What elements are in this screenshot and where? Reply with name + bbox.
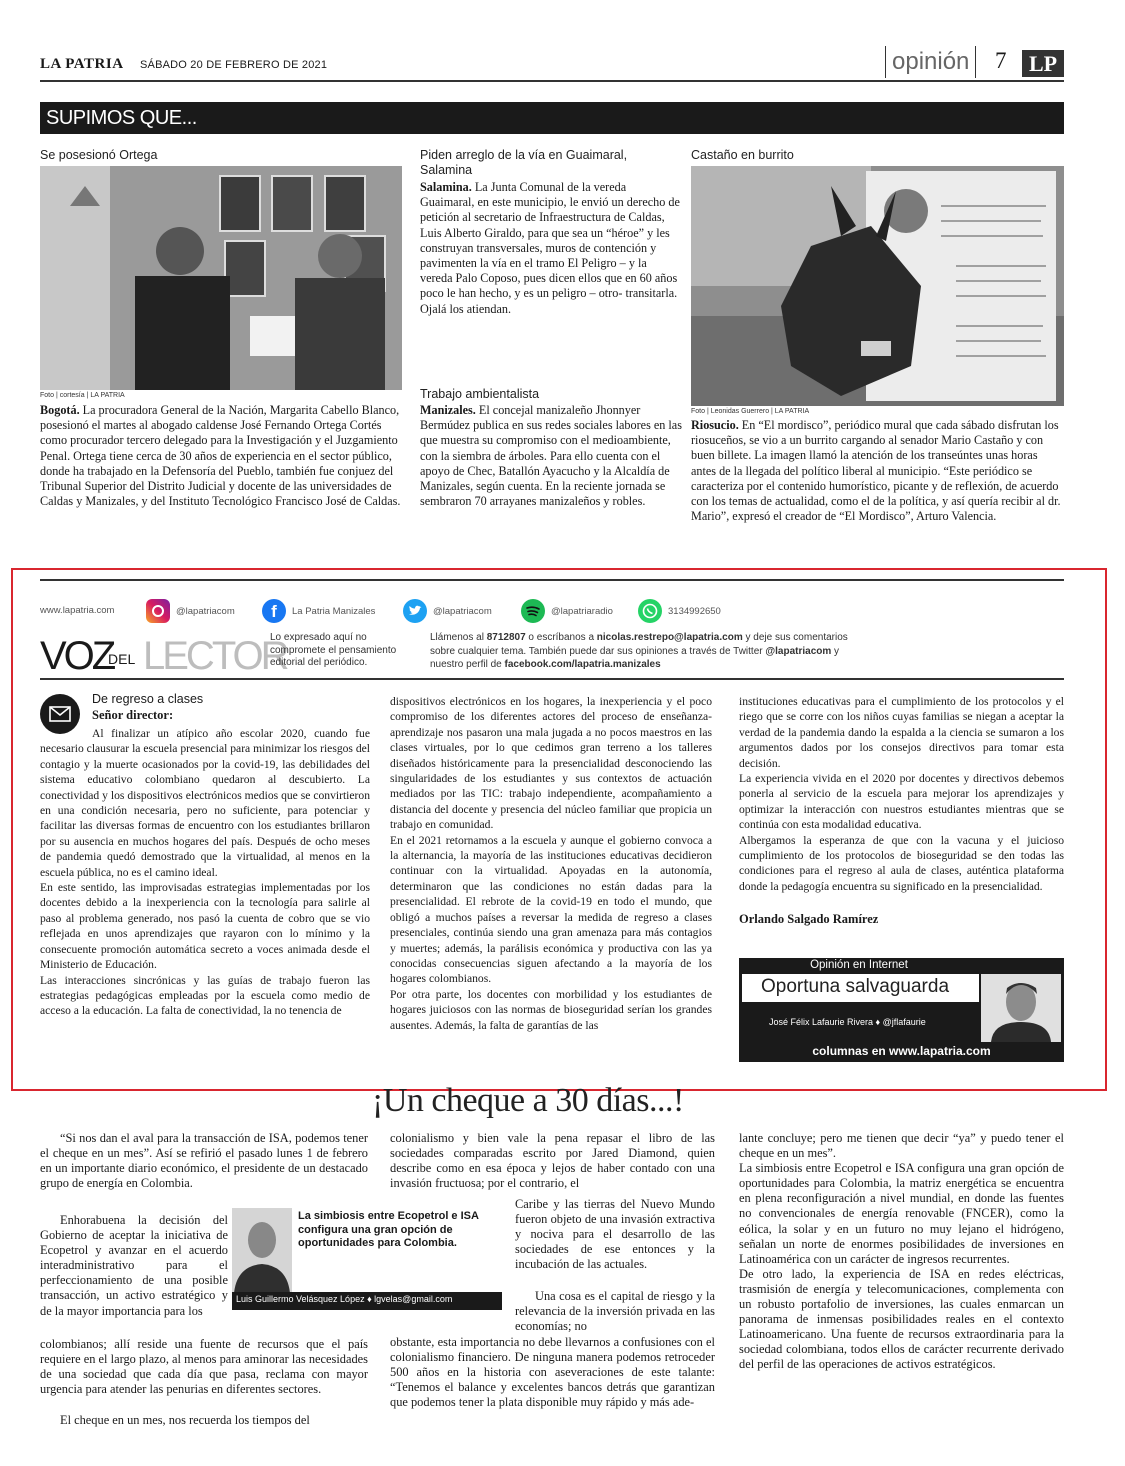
social-spotify[interactable] — [521, 599, 613, 623]
brief2-text: La Junta Comunal de la vereda Guaimaral, en este municipio, le envió un derecho de petición al secretario de Infraestructura de Caldas, Luis Alberto Giraldo, para que sea un “héroe” y les construyan transversales, muros de contención y pavimenten la vía en el tramo El Peligro – y la vereda Palo Coposo, pues dicen ellos que en 60 años poco le han hecho, y es un peligro – otro- transitarla. Ojalá los atiendan. — [420, 180, 680, 316]
lector-word: LECTOR — [143, 634, 287, 678]
column-col1-a: “Si nos dan el aval para la transacción de ISA, podemos tener el cheque en un mes”. Así se refirió el pasado lunes 1 de febrero en un importante diario económico, el presidente de un destacado grupo de energía en Colombia. — [40, 1131, 368, 1191]
brief1-photo — [40, 166, 402, 390]
brief4-body — [691, 418, 1064, 524]
letter-signature: Orlando Salgado Ramírez — [739, 912, 879, 926]
twitter-handle: @lapatriacom — [433, 605, 492, 617]
banner-title: SUPIMOS QUE... — [46, 107, 197, 129]
brief1-body — [40, 403, 402, 509]
whatsapp-icon — [638, 599, 662, 623]
contact-text-3: y deje sus comentarios sobre cualquier tema. También puede dar sus opiniones a través de Twitter — [430, 632, 848, 657]
contact-twitter[interactable]: @lapatriacom — [765, 645, 832, 657]
online-footer[interactable]: columnas en www.lapatria.com — [812, 1044, 991, 1058]
page-number: 7 — [995, 48, 1007, 73]
letter-salutation: Señor director: — [92, 708, 174, 722]
burrito-photo-illustration — [691, 166, 1064, 406]
contact-text-2: o escríbanos a — [525, 632, 597, 643]
del-word: DEL — [108, 651, 136, 667]
masthead-brand: LA PATRIA — [40, 56, 124, 72]
social-whatsapp[interactable] — [638, 599, 721, 623]
contact-text-4: y nuestro perfil de — [430, 645, 840, 670]
web-link[interactable]: www.lapatria.com — [40, 605, 115, 616]
facebook-handle: La Patria Manizales — [292, 605, 376, 617]
whatsapp-number: 3134992650 — [668, 605, 721, 617]
column-col2-b: Caribe y las tierras del Nuevo Mundo fueron objeto de una invasión extractiva y nociva para el desarrollo de las sociedades de ese entonces y la incubación de las actuales. — [515, 1197, 715, 1272]
header-rule — [40, 80, 1064, 82]
instagram-icon — [146, 599, 170, 623]
social-instagram[interactable] — [146, 599, 235, 623]
lp-logo: LP — [1022, 50, 1064, 77]
brief3-text: El concejal manizaleño Jhonnyer Bermúdez publica en sus redes sociales labores en las que muestra su compromiso con el medioambiente, con la siembra de árboles. Para ello cuenta con el apoyo de Chec, Batallón Ayacucho y la Alcaldía de Manizales, según cuenta. En la reciente jornada se sembraron 70 arrayanes manizaleños y robles. — [420, 403, 682, 509]
brief2-kicker: Piden arreglo de la vía en Guaimaral, Salamina — [420, 148, 628, 177]
contact-text-1: Llámenos al — [430, 632, 487, 643]
letter-title: De regreso a clases — [92, 692, 204, 706]
online-author: José Félix Lafaurie Rivera ♦ @jflafaurie — [769, 1017, 926, 1027]
online-box[interactable] — [739, 958, 1064, 1062]
brief2-place: Salamina. — [420, 180, 472, 194]
voz-rule — [40, 678, 1064, 680]
column-col2-d: obstante, esta importancia no debe llevarnos a confusiones con el colonialismo financiero. De ninguna manera podemos retroceder 500 años en la historia con aseveraciones de este talante: “Tenemos el balance y excelentes bancos detrás que garantizan que podemos tener la plata disponible muy rápido y más ade- — [390, 1335, 715, 1410]
spotify-handle: @lapatriaradio — [551, 605, 613, 617]
author-portrait — [981, 974, 1061, 1042]
brief4-kicker: Castaño en burrito — [691, 148, 794, 162]
brief3-kicker: Trabajo ambientalista — [420, 387, 540, 401]
social-web[interactable] — [40, 605, 114, 616]
brief3-body — [420, 403, 682, 509]
online-header: Opinión en Internet — [810, 959, 908, 971]
brief4-text: En “El mordisco”, periódico mural que cada sábado disfrutan los riosuceños, se vio a un burrito cargando al senador Mario Castaño y con buen billete. La imagen llamó la atención de los transeúntes unas horas antes de la llegada del político liberal al municipio. “Este periódico se caracteriza por el contenido humorístico, picante y de reflexión, de acuerdo con los temas de actualidad, como el de la política, y así quería recibir al dr. Mario”, expresó el creador de “El Mordisco”, Arturo Valencia. — [691, 418, 1061, 524]
column-title: ¡Un cheque a 30 días...! — [372, 1082, 684, 1119]
brief1-text: La procuradora General de la Nación, Margarita Cabello Blanco, posesionó el martes al abogado caldense José Fernando Ortega Cortés como procurador tercero delegado para la Investigación y el Juzgamiento Penal. Ortega tiene cerca de 30 años de experiencia en el sector público, donde ha trabajado en la Defensoría del Pueblo, también fue conjuez del Tribunal Superior del Distrito Judicial y docente de las universidades de Caldas y Manizales, y del Instituto Tecnológico Francisco José de Caldas. — [40, 403, 401, 509]
brief4-place: Riosucio. — [691, 418, 739, 432]
section-label: opinión — [885, 46, 976, 78]
contact-email[interactable]: nicolas.restrepo@lapatria.com — [596, 632, 743, 643]
social-row — [40, 599, 1064, 625]
social-twitter[interactable] — [403, 599, 492, 623]
voz-top-rule — [40, 579, 1064, 581]
brief4-caption: Foto | Leonidas Guerrero | LA PATRIA — [691, 408, 810, 415]
letter-col2: dispositivos electrónicos en los hogares, la inexperiencia y el poco compromiso de los diferentes actores del proceso de enseñanza-aprendizaje nos pasaron una mala jugada a no pocos maestros en las clases virtuales, por lo que cedimos gran terreno a los talleres diseñados históricamente para la presencialidad desconociendo las singularidades de los estudiantes y sus contextos de actuación mediados por las TIC: trabajo independiente, acompañamiento a distancia del docente y presencia del núcleo familiar que propicia un trabajo en comunidad. En el 2021 retornamos a la escuela y aunque el gobierno convoca a la alternancia, la mayoría de las instituciones educativas decidieron continuar con la virtualidad. Apoyadas en la autonomía, determinaron que las condiciones no están dadas para la presencialidad. El rebrote de la covid-19 en todo el mundo, que obligó a muchos países a reversar la medida de regreso a clases presenciales, continúa siendo una gran amenaza para más contagios y muertes; además, la parálisis económica y productiva con las ya conocidas consecuencias siguen afectando a la mayoría de los hogares colombianos. Por otra parte, los docentes con morbilidad y los estudiantes de hogares juiciosos con las normas de bioseguridad serían los grandes ausentes. Además, la falta de garantías de las — [390, 695, 712, 1032]
column-col3: lante concluye; pero me tienen que decir “ya” y puedo tener el cheque en un mes”. La simbiosis entre Ecopetrol e ISA configura una gran opción de oportunidades para Colombia, la matriz energética se encuentra en plena reconfiguración a nivel mundial, en donde las fuentes no convencionales de energía renovable (FNCER), como la eólica, la solar y en un futuro no muy lejano el hidrógeno, señalan un norte de enormes posibilidades de inversiones en Latinoamérica con un carácter de ingresos recurrentes. De otro lado, la experiencia de ISA en redes eléctricas, trasmisión de energía y telecomunicaciones, complementa con un robusto portafolio de inversiones, las cuales enmarcan un panorama de inmensas posibilidades reales en el contexto Latinoamericano. Una fuente de recursos extraordinaria para la sociedad colombiana, todos ellos de carácter recurrente derivado del perfil de las operaciones de activos estratégicos. — [739, 1131, 1064, 1372]
voz-disclaimer: Lo expresado aquí no compromete el pensamiento editorial del periódico. — [270, 632, 397, 668]
issue-date: SÁBADO 20 DE FEBRERO DE 2021 — [140, 59, 328, 71]
pull-quote: La simbiosis entre Ecopetrol e ISA configura una gran opción de oportunidades para Colombia. — [298, 1210, 479, 1249]
letter-col3: instituciones educativas para el cumplimiento de los protocolos y el riego que se corre con los niños cuyas familias se niegan a aceptar la verdad de la pandemia dando la espalda a la ciencia se sumaron a los argumentos dados por los consejos directivos para tomar esta decisión. La experiencia vivida en el 2020 por docentes y directivos debemos ponerla al servicio de la escuela para mejorar los aprendizajes y optimizar la interacción con nuestros estudiantes mientras que se continúa con esta modalidad educativa. Albergamos la esperanza de que con la vacuna y el juicioso cumplimiento de los protocolos de bioseguridad se den todas las condiciones para el regreso al aula de clases, auténtica plataforma donde la pedagogía encuentra su significado en la presencialidad. — [739, 695, 1064, 893]
column-col2-a: colonialismo y bien vale la pena repasar el libro de las sociedades comparadas escrito por Jared Diamond, quien describe como en esa época y lejos de haber contado con una invasión fructuosa; por el contrario, el — [390, 1131, 715, 1191]
column-byline: Luis Guillermo Velásquez López ♦ lgvelas@gmail.com — [236, 1294, 453, 1304]
contact-phone[interactable]: 8712807 — [486, 632, 526, 643]
brief2-body — [420, 180, 682, 317]
social-facebook[interactable] — [262, 599, 375, 623]
brief1-caption: Foto | cortesía | LA PATRIA — [40, 392, 125, 399]
column-col1-b: Enhorabuena la decisión del Gobierno de aceptar la iniciativa de Ecopetrol y avanzar en el acuerdo interadministrativo para el perfeccionamiento de una posible transacción, un activo estratégico y de la mayor importancia para los — [40, 1213, 228, 1318]
ceremony-photo-illustration — [40, 166, 402, 390]
online-title[interactable]: Oportuna salvaguarda — [761, 976, 950, 997]
columnist-portrait — [232, 1208, 292, 1293]
voz-contact — [430, 631, 870, 672]
instagram-handle: @lapatriacom — [176, 605, 235, 617]
column-col1-d: El cheque en un mes, nos recuerda los tiempos del — [60, 1413, 310, 1427]
brief1-kicker: Se posesionó Ortega — [40, 148, 158, 162]
letter-col1: Al finalizar un atípico año escolar 2020, cuando fue necesario clausurar la escuela presencial para minimizar los riesgos del contagio y la muerte ocasionados por la covid-19, las debilidades del sistema educativo colombiano quedaron al descubierto. La conectividad y los dispositivos electrónicos medios que se convirtieron en una condición necesaria, pero no suficiente, para potenciar y facilitar las diversas formas de encuentro con los estudiantes brillaron por su ausencia en muchos hogares del país. Después de ocho meses de pandemia quedó demostrado que la virtualidad, al menos en la escuela pública, no es el camino ideal. En este sentido, las improvisadas estrategias implementadas por los docentes debido a la inexperiencia con la tecnología para salirle al paso al problema generado, nos pasó la cuenta de cobro que se vio reflejada en unos aprendizajes que rayaron con lo mínimo y la consecuente promoción automática secreto a voces animada desde el Ministerio de Educación. Las interacciones sincrónicas y las guías de trabajo fueron las estrategias pedagógicas empleadas por la escuela como medio de acceso a la educación. La falta de conectividad, la no tenencia de — [40, 727, 370, 1018]
brief1-place: Bogotá. — [40, 403, 80, 417]
brief3-place: Manizales. — [420, 403, 476, 417]
column-col2-c: Una cosa es el capital de riesgo y la relevancia de la inversión privada en las economías; no — [515, 1289, 715, 1334]
twitter-icon — [403, 599, 427, 623]
facebook-icon: f — [262, 599, 286, 623]
pull-quote-box — [232, 1208, 502, 1312]
column-col1-c: colombianos; allí reside una fuente de recursos que el país requiere en el largo plazo, al menos para aminorar las necesidades de una sociedad que cada día que pasa, reclama con mayor urgencia para atender las penurias en diferentes sectores. — [40, 1337, 368, 1397]
columnist-photo — [232, 1208, 292, 1293]
spotify-icon — [521, 599, 545, 623]
contact-facebook[interactable]: facebook.com/lapatria.manizales — [504, 659, 661, 670]
brief4-photo — [691, 166, 1064, 406]
voz-word: VOZ — [40, 634, 114, 678]
author-photo — [981, 974, 1061, 1042]
